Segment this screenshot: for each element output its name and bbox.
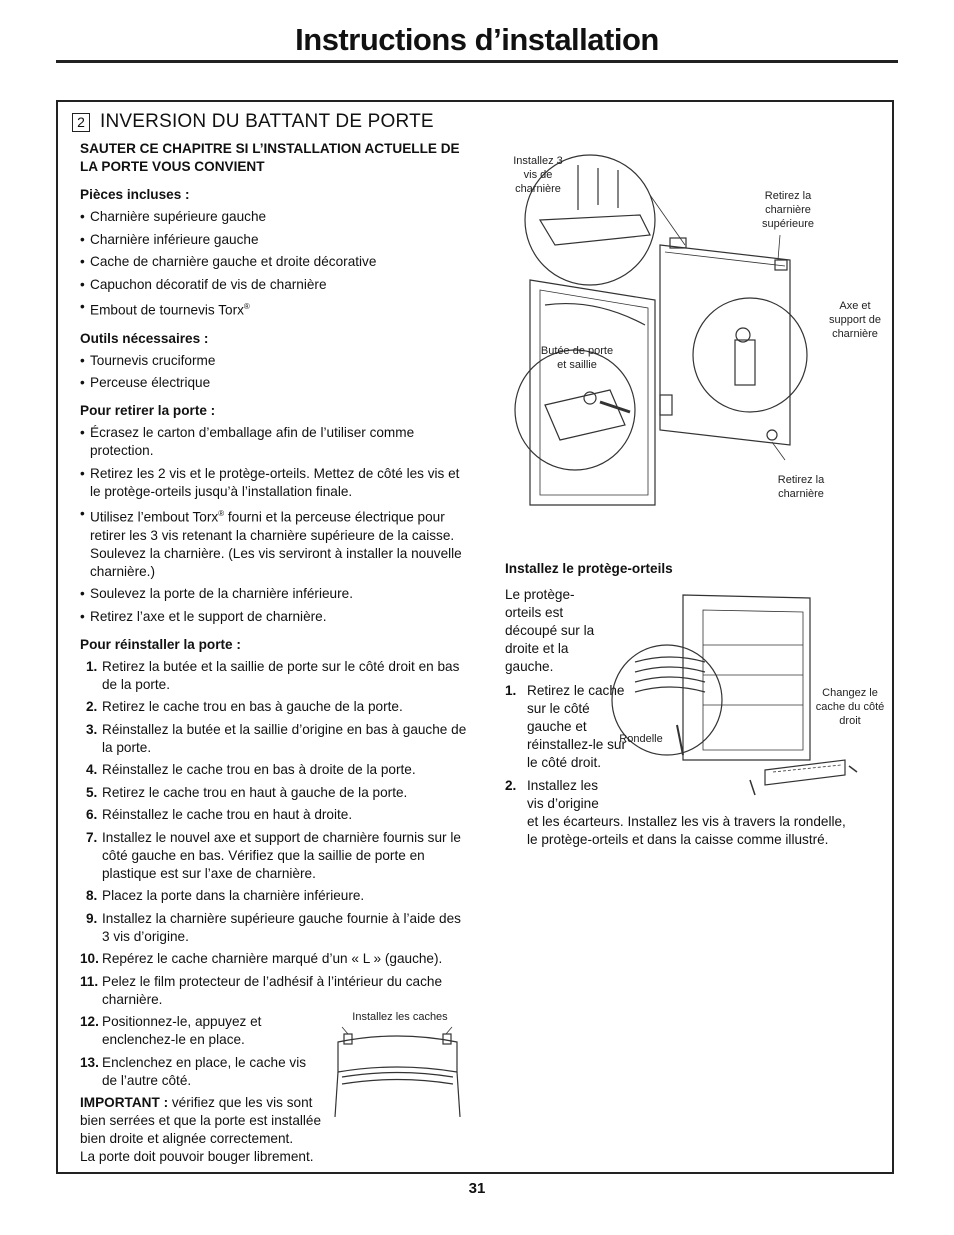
label-door-stop: Butée de porte et saillie [540, 345, 614, 371]
list-item: • Soulevez la porte de la charnière inférieure. [80, 585, 472, 603]
label-install-caps: Installez les caches [352, 1011, 448, 1023]
label-washer: Rondelle [619, 733, 663, 745]
caps-diagram [330, 1022, 465, 1122]
remove-list [80, 424, 472, 626]
registered-mark: ® [218, 509, 225, 519]
parts-list [80, 208, 472, 320]
skip-note: SAUTER CE CHAPITRE SI L’INSTALLATION ACTUELLE DE LA PORTE VOUS CONVIENT [80, 141, 460, 174]
registered-mark: ® [243, 302, 250, 311]
list-item: • Utilisez l’embout Torx® fourni et la perceuse électrique pour retirer les 3 vis retenant la charnière supérieure de la caisse. Soulevez la charnière. (Les vis serviront à installer la nouvelle charnière.) [80, 505, 472, 581]
list-item: • Retirez les 2 vis et le protège-orteils. Mettez de côté les vis et le protège-orteils jusqu’à l’installation finale. [80, 465, 472, 501]
list-item: • Tournevis cruciforme [80, 352, 472, 370]
step-item: 5. Retirez le cache trou en haut à gauche de la porte. [86, 784, 408, 800]
list-item: • Charnière supérieure gauche [80, 208, 472, 226]
tools-list [80, 352, 472, 393]
list-item: • Embout de tournevis Torx® [80, 298, 472, 320]
title-rule [56, 60, 898, 63]
step-item: 11. Pelez le film protecteur de l’adhésif à l’intérieur du cache charnière. [80, 973, 443, 1007]
label-axis-support: Axe et support de charnière [829, 300, 881, 340]
step-item: 2. Installez les vis d’origine et les écarteurs. Installez les vis à travers la rondelle, le protège-orteils et dans la caisse comme illustré. [505, 777, 846, 847]
step-item: 12. Positionnez-le, appuyez et enclenchez-le en place. [80, 1014, 262, 1048]
list-item: • Retirez l’axe et le support de charnière. [80, 608, 472, 626]
section-title: INVERSION DU BATTANT DE PORTE [100, 111, 434, 132]
label-remove-top-hinge: Retirez la charnière supérieure [762, 190, 814, 230]
step-item: 1. Retirez le cache sur le côté gauche et réinstallez-le sur le côté droit. [505, 683, 626, 770]
page-number: 31 [468, 1180, 486, 1197]
list-item: • Perceuse électrique [80, 374, 472, 392]
step-item: 3. Réinstallez la butée et la saillie d’origine en bas à gauche de la porte. [86, 721, 467, 755]
step-item: 2. Retirez le cache trou en bas à gauche de la porte. [86, 699, 403, 715]
step-item: 4. Réinstallez le cache trou en bas à droite de la porte. [86, 762, 416, 778]
toe-title: Installez le protège-orteils [505, 561, 673, 576]
list-item: • Charnière inférieure gauche [80, 231, 472, 249]
label-remove-hinge: Retirez la charnière [777, 474, 825, 500]
step-item: 1. Retirez la butée et la saillie de porte sur le côté droit en bas de la porte. [86, 658, 460, 692]
important-tail: La porte doit pouvoir bouger librement. [80, 1149, 314, 1165]
list-item: • Cache de charnière gauche et droite décorative [80, 253, 472, 271]
step-item: 13. Enclenchez en place, le cache vis de l’autre côté. [80, 1054, 307, 1088]
important-note: IMPORTANT : vérifiez que les vis sont bien serrées et que la porte est installée bien droite et alignée correctement. [80, 1095, 322, 1147]
section-header [72, 111, 434, 133]
label-install-screws: Installez 3 vis de charnière [513, 155, 563, 195]
list-item: • Écrasez le carton d’emballage afin de l’utiliser comme protection. [80, 424, 472, 460]
step-item: 8. Placez la porte dans la charnière inférieure. [86, 888, 365, 904]
step-item: 7. Installez le nouvel axe et support de charnière fournis sur le côté gauche en bas. Vérifiez que la saillie de porte en plastique est sur l’axe de charnière. [86, 829, 461, 881]
label-change-cap: Changez le cache du côté droit [815, 687, 885, 727]
step-item: 6. Réinstallez le cache trou en haut à droite. [86, 807, 353, 823]
remove-label: Pour retirer la porte : [80, 403, 216, 419]
reinstall-label: Pour réinstaller la porte : [80, 636, 241, 652]
list-item: • Capuchon décoratif de vis de charnière [80, 276, 472, 294]
step-item: 10. Repérez le cache charnière marqué d’un « L » (gauche). [80, 951, 443, 967]
tools-label: Outils nécessaires : [80, 330, 209, 346]
page-title: Instructions d’installation [295, 22, 659, 57]
parts-label: Pièces incluses : [80, 187, 190, 202]
step-item: 9. Installez la charnière supérieure gauche fournie à l’aide des 3 vis d’origine. [86, 910, 461, 944]
section-number: 2 [72, 113, 90, 132]
toe-intro: Le protège-orteils est découpé sur la droite et la gauche. [505, 587, 595, 674]
